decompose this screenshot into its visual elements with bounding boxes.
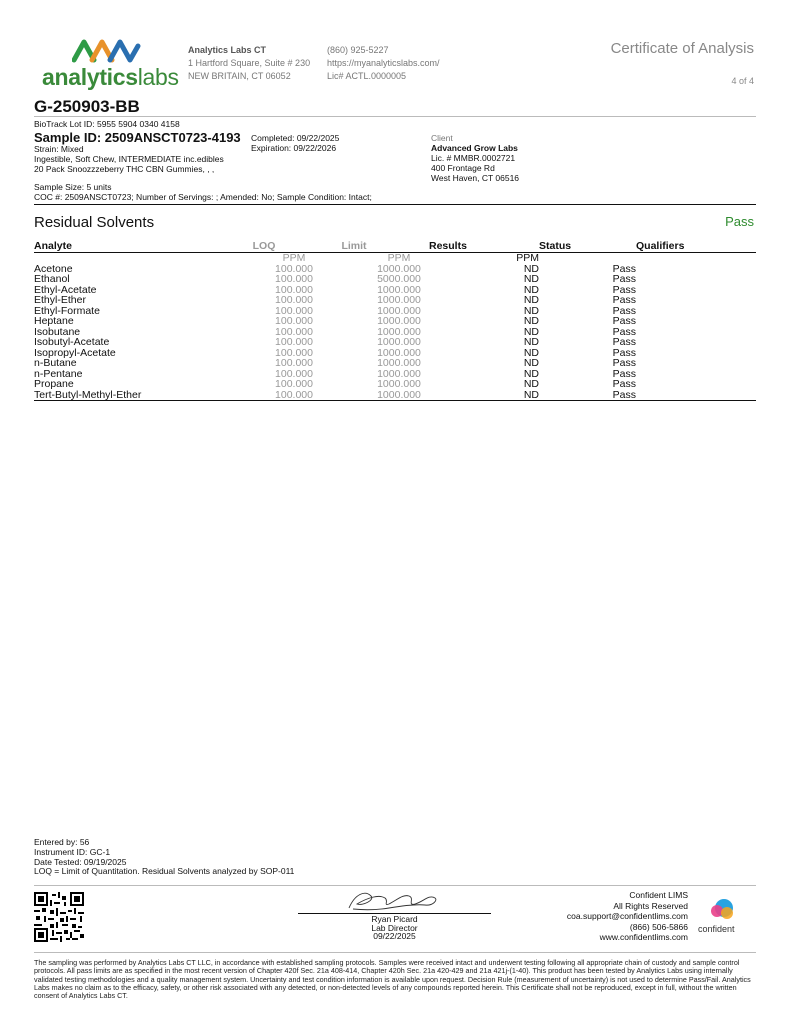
signer-name: Ryan Picard (371, 914, 418, 924)
loq-cell: 100.000 (275, 273, 313, 285)
instrument-id: Instrument ID: GC-1 (34, 846, 111, 857)
lab-address-line1: 1 Hartford Square, Suite # 230 (188, 58, 311, 68)
biotrack-lot-id: BioTrack Lot ID: 5955 5904 0340 4158 (34, 119, 180, 129)
limit-cell: 1000.000 (377, 378, 421, 390)
limit-cell: 1000.000 (377, 357, 421, 369)
table-row (34, 316, 756, 327)
loq-cell: 100.000 (275, 283, 313, 296)
table-row (34, 274, 756, 285)
disclaimer-text: The sampling was performed by Analytics Labs CT LLC, in accordance with established sampling protocols. Samples were received intact and underwent testing following all appropriate chain of custody and sample control protocols. All pass limits are as specified in the most recent version of Chapter 420f Sec. 21a 408-414, Chapter 420h Sec. 21a 420-429 and 21a 421j-(1-40). This product has been tested by Analytics Labs using internally validated testing methodologies and a quality management system. Uncertainty and test condition information is available upon request. Decision Rule (measurement of uncertainty) is not used to determine Pass/Fail. Analytics Labs makes no claim as to the efficacy, safety, or other risk associated with any detected, or non-detected levels of any compounds reported herein. This Certificate shall not be reproduced, except in full, without the written consent of Analytics Labs CT. (34, 958, 751, 1001)
sample-size: Sample Size: 5 units (34, 182, 112, 192)
disclaimer-divider (34, 952, 756, 953)
units-row (34, 253, 756, 264)
status-cell: Pass (612, 357, 636, 369)
status-cell: Pass (612, 304, 636, 317)
loq-cell: 100.000 (275, 325, 313, 338)
result-cell: ND (523, 283, 539, 296)
result-cell: ND (523, 367, 539, 380)
status-cell: Pass (539, 390, 636, 401)
header-divider (34, 116, 756, 117)
status-cell: Pass (612, 262, 636, 275)
loq-cell: 100.000 (275, 315, 313, 327)
qualifiers-cell (636, 337, 756, 348)
sample-category: Ingestible, Soft Chew, INTERMEDIATE inc.edibles (34, 154, 224, 164)
limit-cell: 1000.000 (377, 346, 421, 359)
signature-image (345, 888, 440, 914)
client-label: Client (431, 133, 453, 143)
result-cell: ND (523, 273, 539, 285)
section-title: Residual Solvents (34, 214, 155, 231)
loq-note: LOQ = Limit of Quantitation. Residual Solvents analyzed by SOP-011 (34, 866, 295, 877)
status-cell: Pass (612, 315, 636, 327)
limit-cell: 1000.000 (377, 283, 421, 296)
qualifiers-cell (636, 264, 756, 275)
sample-product: 20 Pack Snoozzzeberry THC CBN Gummies, , , (34, 164, 215, 174)
qualifiers-cell (636, 379, 756, 390)
limit-cell: 5000.000 (377, 273, 421, 285)
analyte-cell: Isobutyl-Acetate (34, 336, 110, 348)
lab-address-line2: NEW BRITAIN, CT 06052 (188, 71, 291, 81)
logo-wordmark-left: analytics (42, 64, 138, 90)
status-cell: Pass (612, 346, 636, 359)
header-results: Results (429, 240, 539, 253)
result-cell: ND (523, 262, 539, 275)
qualifiers-cell (636, 295, 756, 306)
loq-cell: 100.000 (275, 336, 313, 348)
client-name: Advanced Grow Labs (431, 143, 518, 153)
analyte-cell: n-Pentane (34, 367, 83, 380)
header-analyte: Analyte (34, 240, 234, 253)
loq-cell: 100.000 (234, 390, 324, 401)
analyte-cell: Acetone (34, 262, 73, 275)
status-cell: Pass (612, 336, 636, 348)
lims-rights: All Rights Reserved (613, 900, 688, 911)
qualifiers-cell (636, 327, 756, 338)
loq-cell: 100.000 (275, 378, 313, 390)
limit-cell: 1000.000 (377, 336, 421, 348)
section-status-badge: Pass (725, 214, 754, 229)
result-cell: ND (523, 346, 539, 359)
header-status: Status (539, 240, 636, 253)
lab-name: Analytics Labs CT (188, 45, 267, 55)
result-cell: ND (523, 357, 539, 369)
analyte-cell: Heptane (34, 315, 74, 327)
status-cell: Pass (612, 378, 636, 390)
limit-cell: 1000.000 (377, 325, 421, 338)
loq-cell: 100.000 (275, 357, 313, 369)
table-header-row (34, 240, 756, 253)
limit-cell: 1000.000 (324, 390, 429, 401)
qualifiers-cell (636, 285, 756, 296)
qualifiers-cell (636, 316, 756, 327)
analyte-cell: Ethyl-Ether (34, 294, 86, 306)
analyte-cell: Isopropyl-Acetate (34, 346, 116, 359)
limit-cell: 1000.000 (377, 294, 421, 306)
loq-cell: 100.000 (275, 304, 313, 317)
unit-loq: PPM (282, 252, 306, 264)
analyte-cell: Ethyl-Formate (34, 304, 100, 317)
limit-cell: 1000.000 (377, 367, 421, 380)
coc-info: COC #: 2509ANSCT0723; Number of Servings: ; Amended: No; Sample Condition: Intact; (34, 192, 372, 202)
result-cell: ND (523, 378, 539, 390)
lims-website-link[interactable]: www.confidentlims.com (599, 932, 688, 943)
result-cell: ND (429, 390, 539, 401)
signer-block (298, 915, 491, 941)
status-cell: Pass (612, 325, 636, 338)
analyte-cell: Ethanol (34, 273, 70, 285)
section-divider (34, 204, 756, 205)
qualifiers-cell (636, 306, 756, 317)
lab-license: Lic# ACTL.0000005 (327, 71, 407, 81)
result-cell: ND (523, 304, 539, 317)
qr-code-icon (34, 892, 84, 942)
status-cell: Pass (612, 294, 636, 306)
signer-date: 09/22/2025 (373, 931, 416, 942)
table-row (34, 337, 756, 348)
qualifiers-cell (636, 369, 756, 380)
lims-name: Confident LIMS (629, 890, 688, 900)
entered-by: Entered by: 56 (34, 837, 90, 847)
table-row (34, 379, 756, 390)
expiration-date: Expiration: 09/22/2026 (251, 143, 337, 153)
analyte-cell: Tert-Butyl-Methyl-Ether (34, 390, 234, 401)
logo-wordmark-right: labs (137, 64, 179, 90)
qualifiers-cell (636, 348, 756, 359)
analyte-cell: n-Butane (34, 357, 77, 369)
page-number: 4 of 4 (731, 76, 754, 86)
header-loq: LOQ (234, 240, 324, 253)
lims-email-link[interactable]: coa.support@confidentlims.com (566, 911, 688, 922)
client-address-line1: 400 Frontage Rd (431, 163, 495, 173)
confident-logo-icon (708, 898, 736, 922)
header-qualifiers: Qualifiers (636, 240, 756, 253)
document-title: Certificate of Analysis (610, 40, 754, 57)
qualifiers-cell (636, 274, 756, 285)
completed-date: Completed: 09/22/2025 (251, 133, 340, 143)
status-cell: Pass (612, 283, 636, 296)
result-cell: ND (523, 315, 539, 327)
client-block (431, 133, 519, 183)
analyte-cell: Isobutane (34, 325, 81, 338)
header-limit: Limit (324, 240, 429, 253)
limit-cell: 1000.000 (377, 262, 421, 275)
lims-contact-block (567, 890, 688, 943)
lims-phone: (866) 506-5866 (629, 921, 688, 932)
sample-id: Sample ID: 2509ANSCT0723-4193 (34, 130, 241, 145)
loq-cell: 100.000 (275, 294, 313, 306)
lab-phone: (860) 925-5227 (327, 45, 389, 55)
residual-solvents-table (34, 240, 756, 401)
limit-cell: 1000.000 (377, 315, 421, 327)
sample-strain: Strain: Mixed (34, 144, 84, 154)
table-row (34, 358, 756, 369)
analytics-labs-logo-icon (72, 36, 142, 64)
lab-website-link[interactable]: https://myanalyticslabs.com/ (327, 58, 440, 68)
sample-size-coc (34, 182, 372, 202)
lab-address-block (188, 44, 310, 83)
analyte-cell: Propane (34, 378, 74, 390)
sample-dates (251, 133, 339, 153)
sample-code: G-250903-BB (34, 97, 140, 116)
unit-limit: PPM (387, 252, 411, 264)
analyte-cell: Ethyl-Acetate (34, 283, 97, 296)
status-cell: Pass (612, 367, 636, 380)
result-cell: ND (523, 294, 539, 306)
loq-cell: 100.000 (275, 367, 313, 380)
date-tested: Date Tested: 09/19/2025 (34, 856, 127, 867)
confident-logo-text: confident (698, 924, 735, 934)
lab-contact-block (327, 44, 440, 83)
result-cell: ND (523, 336, 539, 348)
client-license: Lic. # MMBR.0002721 (431, 153, 516, 163)
table-row (34, 390, 756, 401)
loq-cell: 100.000 (275, 346, 313, 359)
client-address-line2: West Haven, CT 06516 (431, 173, 520, 183)
logo-wordmark (42, 64, 179, 91)
footer-divider (34, 885, 756, 886)
sample-details (34, 144, 224, 174)
qualifiers-cell (636, 390, 756, 401)
qualifiers-cell (636, 358, 756, 369)
result-cell: ND (523, 325, 539, 338)
status-cell: Pass (612, 273, 636, 285)
limit-cell: 1000.000 (377, 304, 421, 317)
signer-title: Lab Director (371, 922, 418, 933)
loq-cell: 100.000 (275, 262, 313, 275)
unit-results: PPM (516, 252, 539, 264)
table-row (34, 295, 756, 306)
test-info-block (34, 838, 294, 877)
